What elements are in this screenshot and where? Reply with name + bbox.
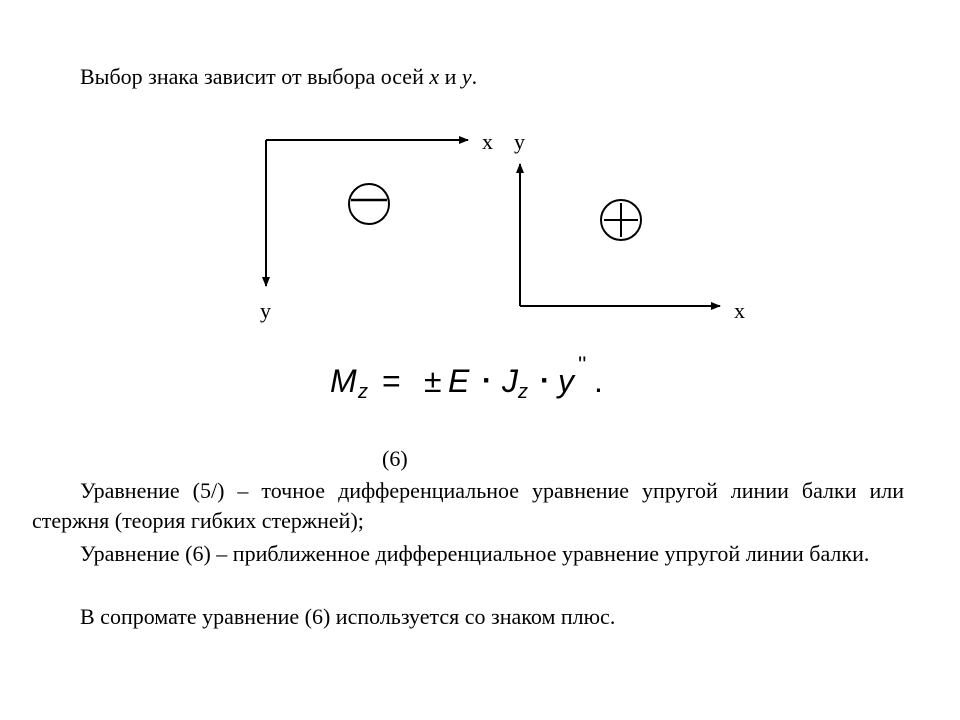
formula <box>330 352 603 403</box>
right-y-label: y <box>514 129 525 154</box>
formula-J-sub: z <box>518 381 528 403</box>
formula-J: J <box>502 363 518 399</box>
formula-y: y <box>558 363 574 399</box>
formula-dot-2: · <box>540 364 550 397</box>
right-axes <box>514 129 745 323</box>
plus-circle-icon <box>601 200 641 240</box>
left-axes <box>260 129 493 323</box>
formula-plus-minus: ± <box>424 363 442 399</box>
paragraph-exact-equation: Уравнение (5/) – точное дифференциальное уравнение упругой линии балки или стержня (теория гибких стержней); <box>32 478 904 533</box>
formula-period: . <box>594 363 603 399</box>
paragraph-approx-equation: Уравнение (6) – приближенное дифференциальное уравнение упругой линии балки. <box>80 541 870 566</box>
intro-text: Выбор знака зависит от выбора осей <box>80 64 430 89</box>
left-y-label: y <box>260 298 271 323</box>
intro-period: . <box>471 64 478 89</box>
formula-equals: = <box>382 363 401 399</box>
minus-circle-icon <box>349 184 389 224</box>
formula-E: E <box>448 363 470 399</box>
left-x-label: x <box>482 129 493 154</box>
formula-M-sub: z <box>358 381 368 403</box>
intro-var-x: x <box>429 64 440 89</box>
formula-dot-1: · <box>482 364 492 397</box>
intro-and: и <box>439 64 462 89</box>
intro-var-y: y <box>461 64 472 89</box>
paragraph-sign-choice: В сопромате уравнение (6) используется со знаком плюс. <box>80 604 616 629</box>
formula-M: M <box>330 363 357 399</box>
equation-number: (6) <box>382 446 408 471</box>
formula-primes: '' <box>578 352 587 377</box>
right-x-label: x <box>734 298 745 323</box>
